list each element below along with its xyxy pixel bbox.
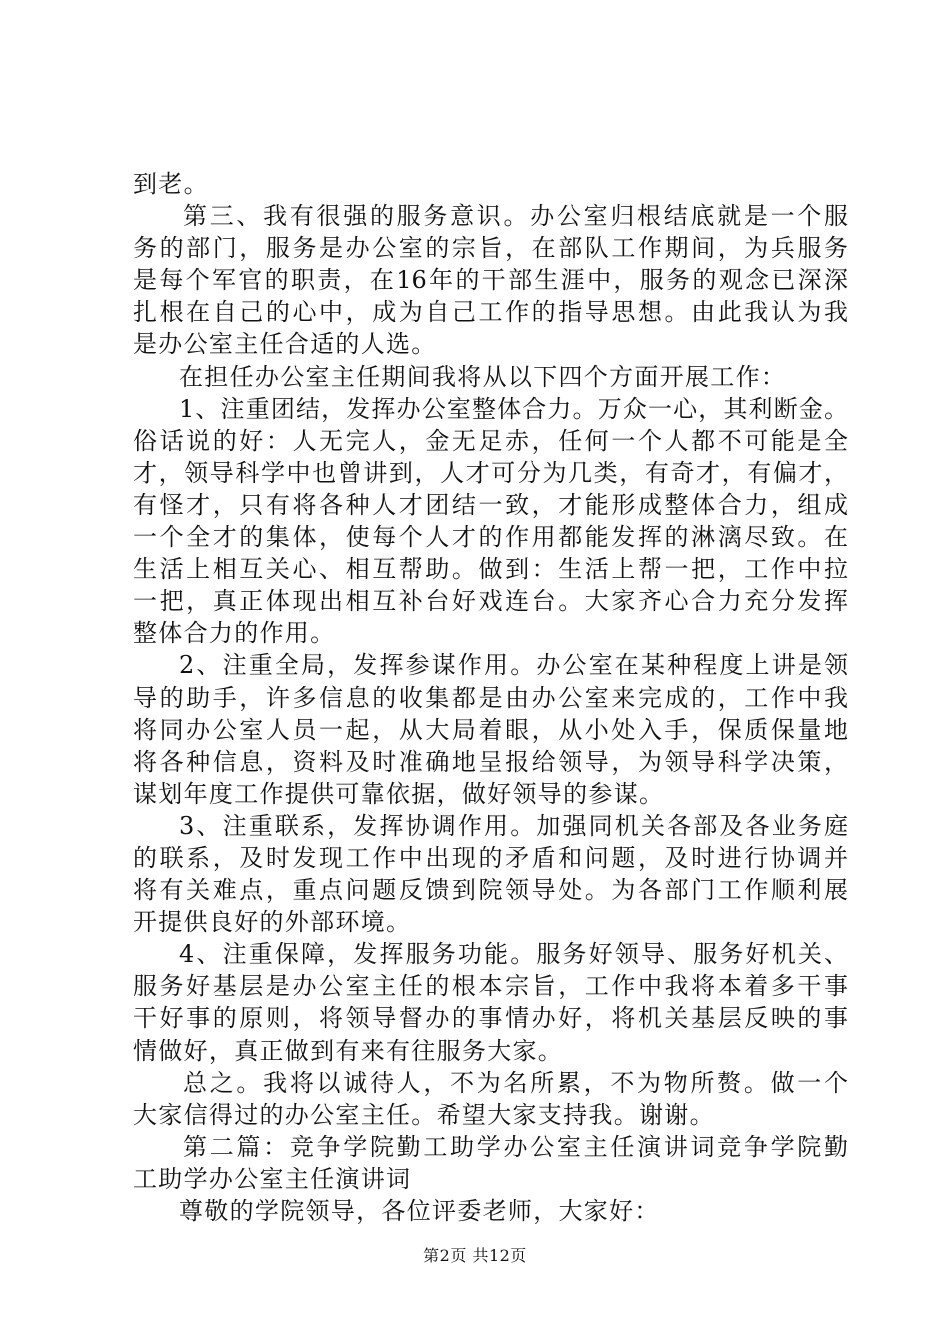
text-line: 到老。 <box>133 170 209 198</box>
text-line: 情做好，真正做到有来有往服务大家。 <box>133 1036 564 1065</box>
text-line: 1、注重团结，发挥办公室整体合力。万众一心，其利断金。 <box>179 394 848 423</box>
text-line: 导的助手，许多信息的收集都是由办公室来完成的，工作中我 <box>133 683 848 712</box>
text-line: 俗话说的好：人无完人，金无足赤，任何一个人都不可能是全 <box>133 426 848 455</box>
text-line: 将各种信息，资料及时准确地呈报给领导，为领导科学决策， <box>133 747 848 776</box>
text-line: 大家信得过的办公室主任。希望大家支持我。谢谢。 <box>133 1100 715 1129</box>
page-footer: 第2页 共12页 <box>423 1246 527 1265</box>
text-line: 2、注重全局，发挥参谋作用。办公室在某种程度上讲是领 <box>179 651 848 680</box>
text-line: 在担任办公室主任期间我将从以下四个方面开展工作： <box>179 362 787 391</box>
text-line: 干好事的原则，将领导督办的事情办好，将机关基层反映的事 <box>133 1004 848 1033</box>
text-line: 生活上相互关心、相互帮助。做到：生活上帮一把，工作中拉 <box>133 555 848 584</box>
text-line: 服务好基层是办公室主任的根本宗旨，工作中我将本着多干事 <box>133 972 848 1001</box>
text-line: 总之。我将以诚待人，不为名所累，不为物所赘。做一个 <box>183 1068 848 1097</box>
text-line: 第三、我有很强的服务意识。办公室归根结底就是一个服 <box>183 202 848 231</box>
text-line: 谋划年度工作提供可靠依据，做好领导的参谋。 <box>133 779 665 808</box>
text-line: 才，领导科学中也曾讲到，人才可分为几类，有奇才，有偏才， <box>133 458 848 487</box>
text-line: 一个全才的集体，使每个人才的作用都能发挥的淋漓尽致。在 <box>133 523 848 552</box>
text-line: 是办公室主任合适的人选。 <box>133 330 437 359</box>
text-line: 工助学办公室主任演讲词 <box>133 1164 412 1193</box>
text-line: 将同办公室人员一起，从大局着眼，从小处入手，保质保量地 <box>133 715 848 744</box>
text-line: 是每个军官的职责，在16年的干部生涯中，服务的观念已深深 <box>133 266 848 295</box>
text-line: 4、注重保障，发挥服务功能。服务好领导、服务好机关、 <box>179 940 848 969</box>
text-line: 扎根在自己的心中，成为自己工作的指导思想。由此我认为我 <box>133 298 848 327</box>
document-body <box>133 168 848 1227</box>
text-line: 一把，真正体现出相互补台好戏连台。大家齐心合力充分发挥 <box>133 587 848 616</box>
text-line: 将有关难点，重点问题反馈到院领导处。为各部门工作顺利展 <box>133 876 848 905</box>
text-line: 务的部门，服务是办公室的宗旨，在部队工作期间，为兵服务 <box>133 234 848 263</box>
text-line: 尊敬的学院领导，各位评委老师，大家好： <box>179 1197 660 1225</box>
text-line: 有怪才，只有将各种人才团结一致，才能形成整体合力，组成 <box>133 490 848 519</box>
text-line: 整体合力的作用。 <box>133 619 336 648</box>
text-line: 第二篇：竞争学院勤工助学办公室主任演讲词竞争学院勤 <box>183 1132 848 1161</box>
text-line: 3、注重联系，发挥协调作用。加强同机关各部及各业务庭 <box>179 811 848 840</box>
text-line: 的联系，及时发现工作中出现的矛盾和问题，及时进行协调并 <box>133 843 848 872</box>
text-line: 开提供良好的外部环境。 <box>133 908 412 937</box>
